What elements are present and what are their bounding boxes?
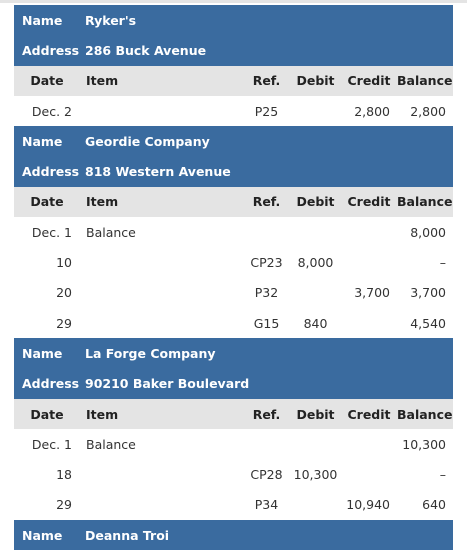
account-address-row — [14, 35, 453, 65]
entry-date: Dec. 1 — [14, 217, 80, 247]
entry-item — [80, 308, 243, 338]
account-address: 818 Western Avenue — [80, 156, 453, 186]
table-row — [14, 308, 453, 338]
address-label: Address — [14, 35, 80, 65]
header-ref: Ref. — [243, 399, 290, 429]
account-address: 90210 Baker Boulevard — [80, 369, 453, 399]
account-name-row — [14, 126, 453, 156]
entry-balance: 2,800 — [397, 96, 453, 126]
entry-credit — [341, 217, 397, 247]
header-date: Date — [14, 399, 80, 429]
table-row — [14, 429, 453, 459]
entry-credit — [341, 308, 397, 338]
table-row — [14, 459, 453, 489]
header-debit: Debit — [290, 66, 341, 96]
address-label: Address — [14, 156, 80, 186]
entry-ref: G15 — [243, 308, 290, 338]
entry-balance: 8,000 — [397, 217, 453, 247]
account-name-row — [14, 338, 453, 368]
entry-ref — [243, 429, 290, 459]
entry-item: Balance — [80, 429, 243, 459]
column-header-row — [14, 399, 453, 429]
entry-balance: 10,300 — [397, 429, 453, 459]
header-item: Item — [80, 66, 243, 96]
entry-ref: P25 — [243, 96, 290, 126]
entry-item: Balance — [80, 217, 243, 247]
entry-item — [80, 459, 243, 489]
entry-credit: 10,940 — [341, 490, 397, 520]
account-name-row — [14, 5, 453, 35]
entry-item — [80, 490, 243, 520]
ledger-body — [14, 5, 453, 550]
header-debit: Debit — [290, 399, 341, 429]
entry-debit — [290, 278, 341, 308]
account-name: Geordie Company — [80, 126, 453, 156]
name-label: Name — [14, 520, 80, 550]
header-debit: Debit — [290, 187, 341, 217]
entry-balance: 3,700 — [397, 278, 453, 308]
header-item: Item — [80, 187, 243, 217]
entry-date: Dec. 2 — [14, 96, 80, 126]
column-header-row — [14, 66, 453, 96]
account-address: 286 Buck Avenue — [80, 35, 453, 65]
entry-date: 18 — [14, 459, 80, 489]
account-address-row — [14, 156, 453, 186]
header-ref: Ref. — [243, 187, 290, 217]
entry-date: 29 — [14, 308, 80, 338]
header-credit: Credit — [341, 399, 397, 429]
header-balance: Balance — [397, 187, 453, 217]
account-name: Deanna Troi — [80, 520, 453, 550]
name-label: Name — [14, 5, 80, 35]
table-row — [14, 247, 453, 277]
top-divider — [0, 0, 467, 3]
name-label: Name — [14, 338, 80, 368]
address-label: Address — [14, 369, 80, 399]
account-name: Ryker's — [80, 5, 453, 35]
entry-debit — [290, 429, 341, 459]
entry-ref: P32 — [243, 278, 290, 308]
entry-balance: 4,540 — [397, 308, 453, 338]
entry-date: 20 — [14, 278, 80, 308]
header-date: Date — [14, 66, 80, 96]
entry-item — [80, 247, 243, 277]
name-label: Name — [14, 126, 80, 156]
entry-date: 10 — [14, 247, 80, 277]
entry-date: Dec. 1 — [14, 429, 80, 459]
entry-ref — [243, 217, 290, 247]
header-item: Item — [80, 399, 243, 429]
entry-debit — [290, 96, 341, 126]
header-credit: Credit — [341, 66, 397, 96]
entry-credit: 3,700 — [341, 278, 397, 308]
entry-debit: 8,000 — [290, 247, 341, 277]
entry-ref: P34 — [243, 490, 290, 520]
header-ref: Ref. — [243, 66, 290, 96]
entry-ref: CP28 — [243, 459, 290, 489]
entry-item — [80, 96, 243, 126]
column-header-row — [14, 187, 453, 217]
header-date: Date — [14, 187, 80, 217]
account-address-row — [14, 369, 453, 399]
entry-credit — [341, 429, 397, 459]
entry-item — [80, 278, 243, 308]
accounts-receivable-ledger — [14, 5, 453, 550]
entry-debit — [290, 490, 341, 520]
entry-credit — [341, 459, 397, 489]
entry-debit — [290, 217, 341, 247]
entry-date: 29 — [14, 490, 80, 520]
entry-ref: CP23 — [243, 247, 290, 277]
header-balance: Balance — [397, 399, 453, 429]
entry-debit: 10,300 — [290, 459, 341, 489]
table-row — [14, 278, 453, 308]
entry-balance: – — [397, 247, 453, 277]
account-name: La Forge Company — [80, 338, 453, 368]
account-name-row — [14, 520, 453, 550]
table-row — [14, 217, 453, 247]
header-credit: Credit — [341, 187, 397, 217]
entry-credit — [341, 247, 397, 277]
entry-credit: 2,800 — [341, 96, 397, 126]
table-row — [14, 96, 453, 126]
entry-balance: 640 — [397, 490, 453, 520]
header-balance: Balance — [397, 66, 453, 96]
entry-balance: – — [397, 459, 453, 489]
table-row — [14, 490, 453, 520]
entry-debit: 840 — [290, 308, 341, 338]
